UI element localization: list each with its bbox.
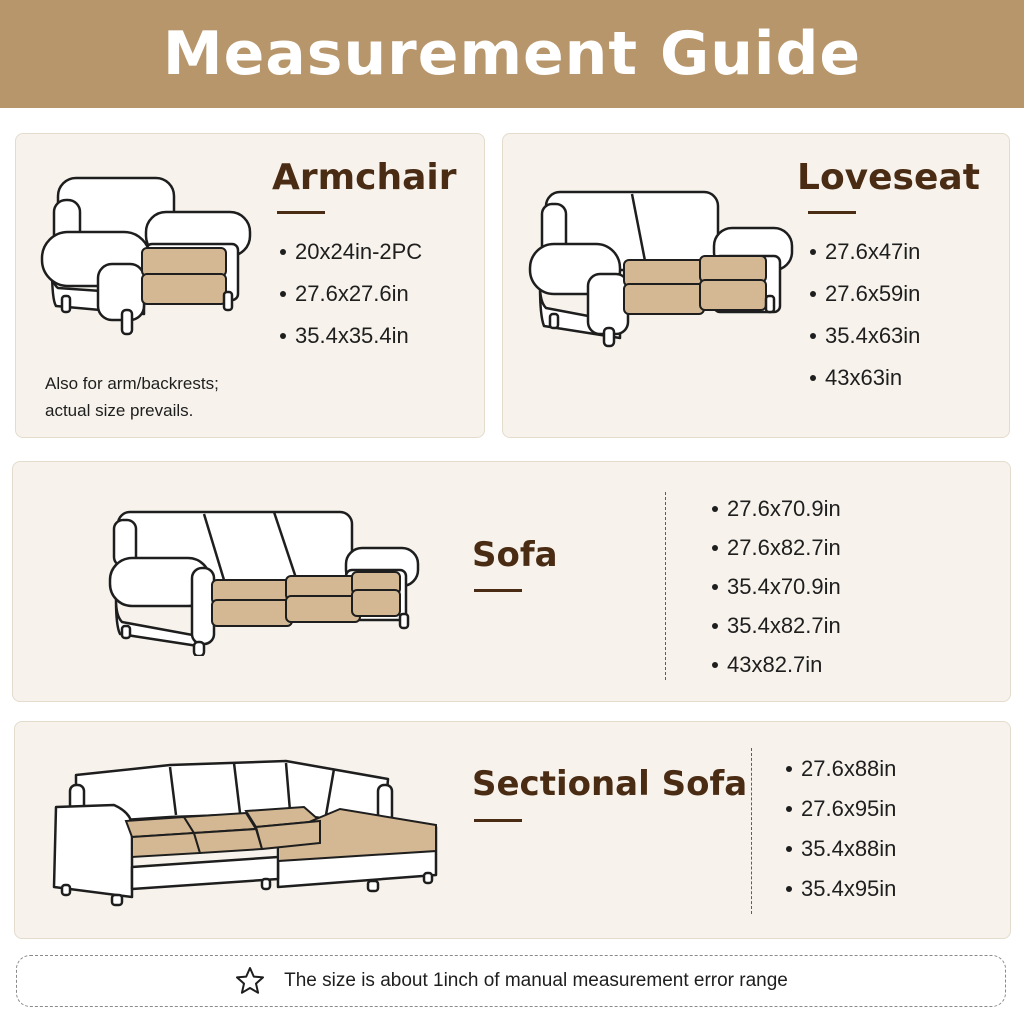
- bullet-dot: [810, 375, 816, 381]
- bullet-dot: [280, 249, 286, 255]
- bullet-dot: [712, 545, 718, 551]
- bullet-dot: [712, 662, 718, 668]
- sofa-size-item: 43x82.7in: [712, 645, 841, 684]
- sectional-size-item: 35.4x95in: [786, 869, 896, 909]
- bullet-dot: [810, 291, 816, 297]
- sectional-size-item: 27.6x88in: [786, 749, 896, 789]
- sofa-size-list: [712, 489, 841, 684]
- star-icon: [234, 965, 266, 997]
- sofa-size-item: 35.4x82.7in: [712, 606, 841, 645]
- armchair-size-list: [280, 231, 422, 357]
- armchair-heading-rule: [277, 211, 325, 214]
- sofa-heading: Sofa: [472, 535, 558, 575]
- sectional-size-item: 35.4x88in: [786, 829, 896, 869]
- footer-note: [16, 955, 1006, 1007]
- sofa-divider: [665, 492, 666, 680]
- sectional-heading: Sectional Sofa: [472, 764, 748, 804]
- armchair-note-line: actual size prevails.: [45, 401, 194, 420]
- loveseat-illustration: [528, 186, 798, 348]
- sofa-size-item: 27.6x70.9in: [712, 489, 841, 528]
- title-banner: [0, 0, 1024, 108]
- loveseat-size-list: [810, 231, 920, 399]
- sofa-size-item: 35.4x70.9in: [712, 567, 841, 606]
- bullet-dot: [712, 584, 718, 590]
- bullet-dot: [712, 506, 718, 512]
- bullet-dot: [280, 333, 286, 339]
- armchair-size-item: 20x24in-2PC: [280, 231, 422, 273]
- loveseat-size-item: 27.6x59in: [810, 273, 920, 315]
- loveseat-size-item: 27.6x47in: [810, 231, 920, 273]
- armchair-heading: Armchair: [272, 157, 457, 198]
- footer-text: The size is about 1inch of manual measurement error range: [284, 970, 788, 991]
- armchair-size-item: 27.6x27.6in: [280, 273, 422, 315]
- bullet-dot: [786, 766, 792, 772]
- sectional-illustration: [50, 757, 440, 907]
- page-title: Measurement Guide: [162, 19, 862, 89]
- loveseat-heading: Loveseat: [797, 157, 980, 198]
- bullet-dot: [786, 846, 792, 852]
- sofa-size-item: 27.6x82.7in: [712, 528, 841, 567]
- armchair-illustration: [38, 172, 256, 342]
- loveseat-heading-rule: [808, 211, 856, 214]
- sofa-illustration: [106, 506, 424, 656]
- sectional-divider: [751, 748, 752, 914]
- sectional-size-item: 27.6x95in: [786, 789, 896, 829]
- bullet-dot: [810, 333, 816, 339]
- sectional-size-list: [786, 749, 896, 909]
- bullet-dot: [786, 886, 792, 892]
- bullet-dot: [280, 291, 286, 297]
- armchair-size-item: 35.4x35.4in: [280, 315, 422, 357]
- sofa-heading-rule: [474, 589, 522, 592]
- loveseat-size-item: 43x63in: [810, 357, 920, 399]
- bullet-dot: [712, 623, 718, 629]
- armchair-note: [45, 370, 219, 424]
- bullet-dot: [810, 249, 816, 255]
- sectional-heading-rule: [474, 819, 522, 822]
- loveseat-size-item: 35.4x63in: [810, 315, 920, 357]
- bullet-dot: [786, 806, 792, 812]
- armchair-note-line: Also for arm/backrests;: [45, 374, 219, 393]
